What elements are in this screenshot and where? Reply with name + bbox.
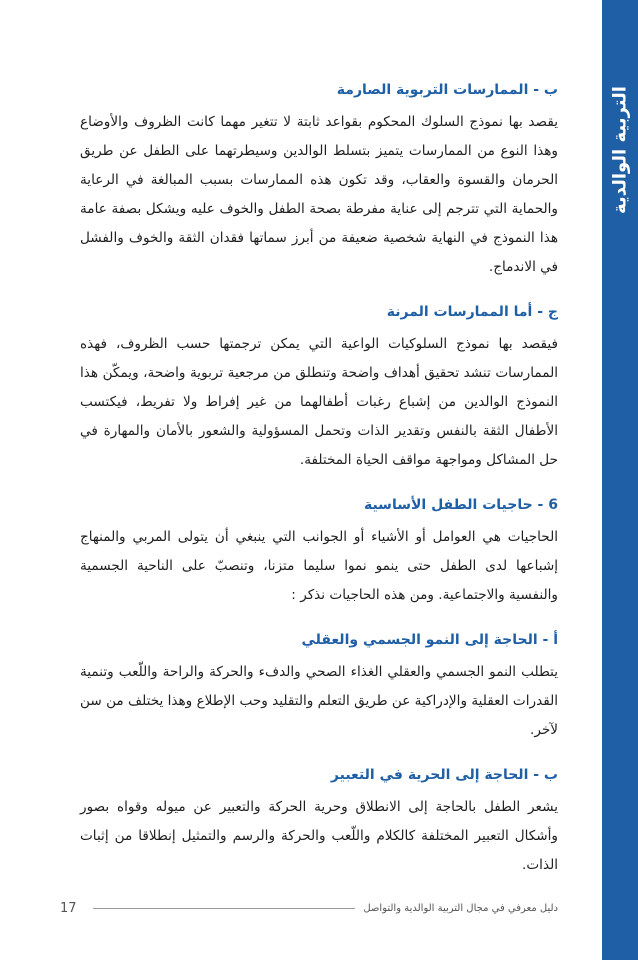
guide-title: دليل معرفي في مجال التربية الوالدية والتواصل: [363, 902, 558, 914]
section-heading: 6 - حاجيات الطفل الأساسية: [363, 497, 558, 513]
section-paragraph: الحاجيات هي العوامل أو الأشياء أو الجوانب التي ينبغي أن يتولى المربي والمنهاج إشباعها لدى الطفل حتى ينمو نموا سليما متزنا، وتنصبّ على الناحية الجسمية والنفسية والاجتماعية. ومن هذه الحاجيات نذكر :: [80, 529, 558, 603]
document-body: [80, 80, 558, 900]
section-child-needs: [80, 495, 558, 610]
section-heading: ب - الممارسات التربوية الصارمة: [336, 82, 558, 98]
section-paragraph: فيقصد بها نموذج السلوكيات الواعية التي يمكن ترجمتها حسب الظروف، فهذه الممارسات تنشد تحقيق أهداف واضحة وتنطلق من مرجعية تربوية واضحة، ويمكّن هذا النموذج الوالدين من إشباع رغبات أطفالهما من غير إفراط ولا تفريط، فيكتسب الأطفال الثقة بالنفس وتقدير الذات وتحمل المسؤولية والشعور بالأمان والمهارة في حل المشاكل ومواجهة مواقف الحياة المختلفة.: [80, 336, 558, 468]
section-paragraph: يتطلب النمو الجسمي والعقلي الغذاء الصحي والدفء والحركة والراحة واللّعب وتنمية القدرات العقلية والإدراكية عن طريق التعلم والتقليد وحب الإطلاع وهذا يختلف من سن لآخر.: [80, 664, 558, 738]
section-heading: ج - أما الممارسات المرنة: [386, 304, 558, 320]
section-heading: ب - الحاجة إلى الحرية في التعبير: [330, 767, 558, 783]
side-title: التربية الوالدية: [609, 86, 631, 214]
page-number: 17: [60, 900, 77, 916]
side-band: [602, 0, 638, 960]
section-flexible-practices: [80, 302, 558, 475]
section-strict-practices: [80, 80, 558, 282]
section-heading: أ - الحاجة إلى النمو الجسمي والعقلي: [301, 632, 558, 648]
page-footer: [60, 898, 558, 918]
section-paragraph: يقصد بها نموذج السلوك المحكوم بقواعد ثابتة لا تتغير مهما كانت الظروف والأوضاع وهذا النوع من الممارسات يتميز بتسلط الوالدين وسيطرتهما على الطفل عن طريق الحرمان والقسوة والعقاب، وقد تكون هذه الممارسات بسبب المبالغة في الرعاية والحماية التي تترجم إلى عناية مفرطة بصحة الطفل والخوف عليه ويشكل بصفة عامة هذا النموذج في النهاية شخصية ضعيفة من أبرز سماتها فقدان الثقة والخوف والفشل في الاندماج.: [80, 114, 558, 275]
section-physical-growth-need: [80, 630, 558, 745]
section-paragraph: يشعر الطفل بالحاجة إلى الانطلاق وحرية الحركة والتعبير عن ميوله وقواه بصور وأشكال التعبير المختلفة كالكلام واللّعب والحركة والرسم والتمثيل إنطلاقا من إثبات الذات.: [80, 799, 558, 873]
section-freedom-need: [80, 765, 558, 880]
footer-divider: [93, 908, 356, 909]
